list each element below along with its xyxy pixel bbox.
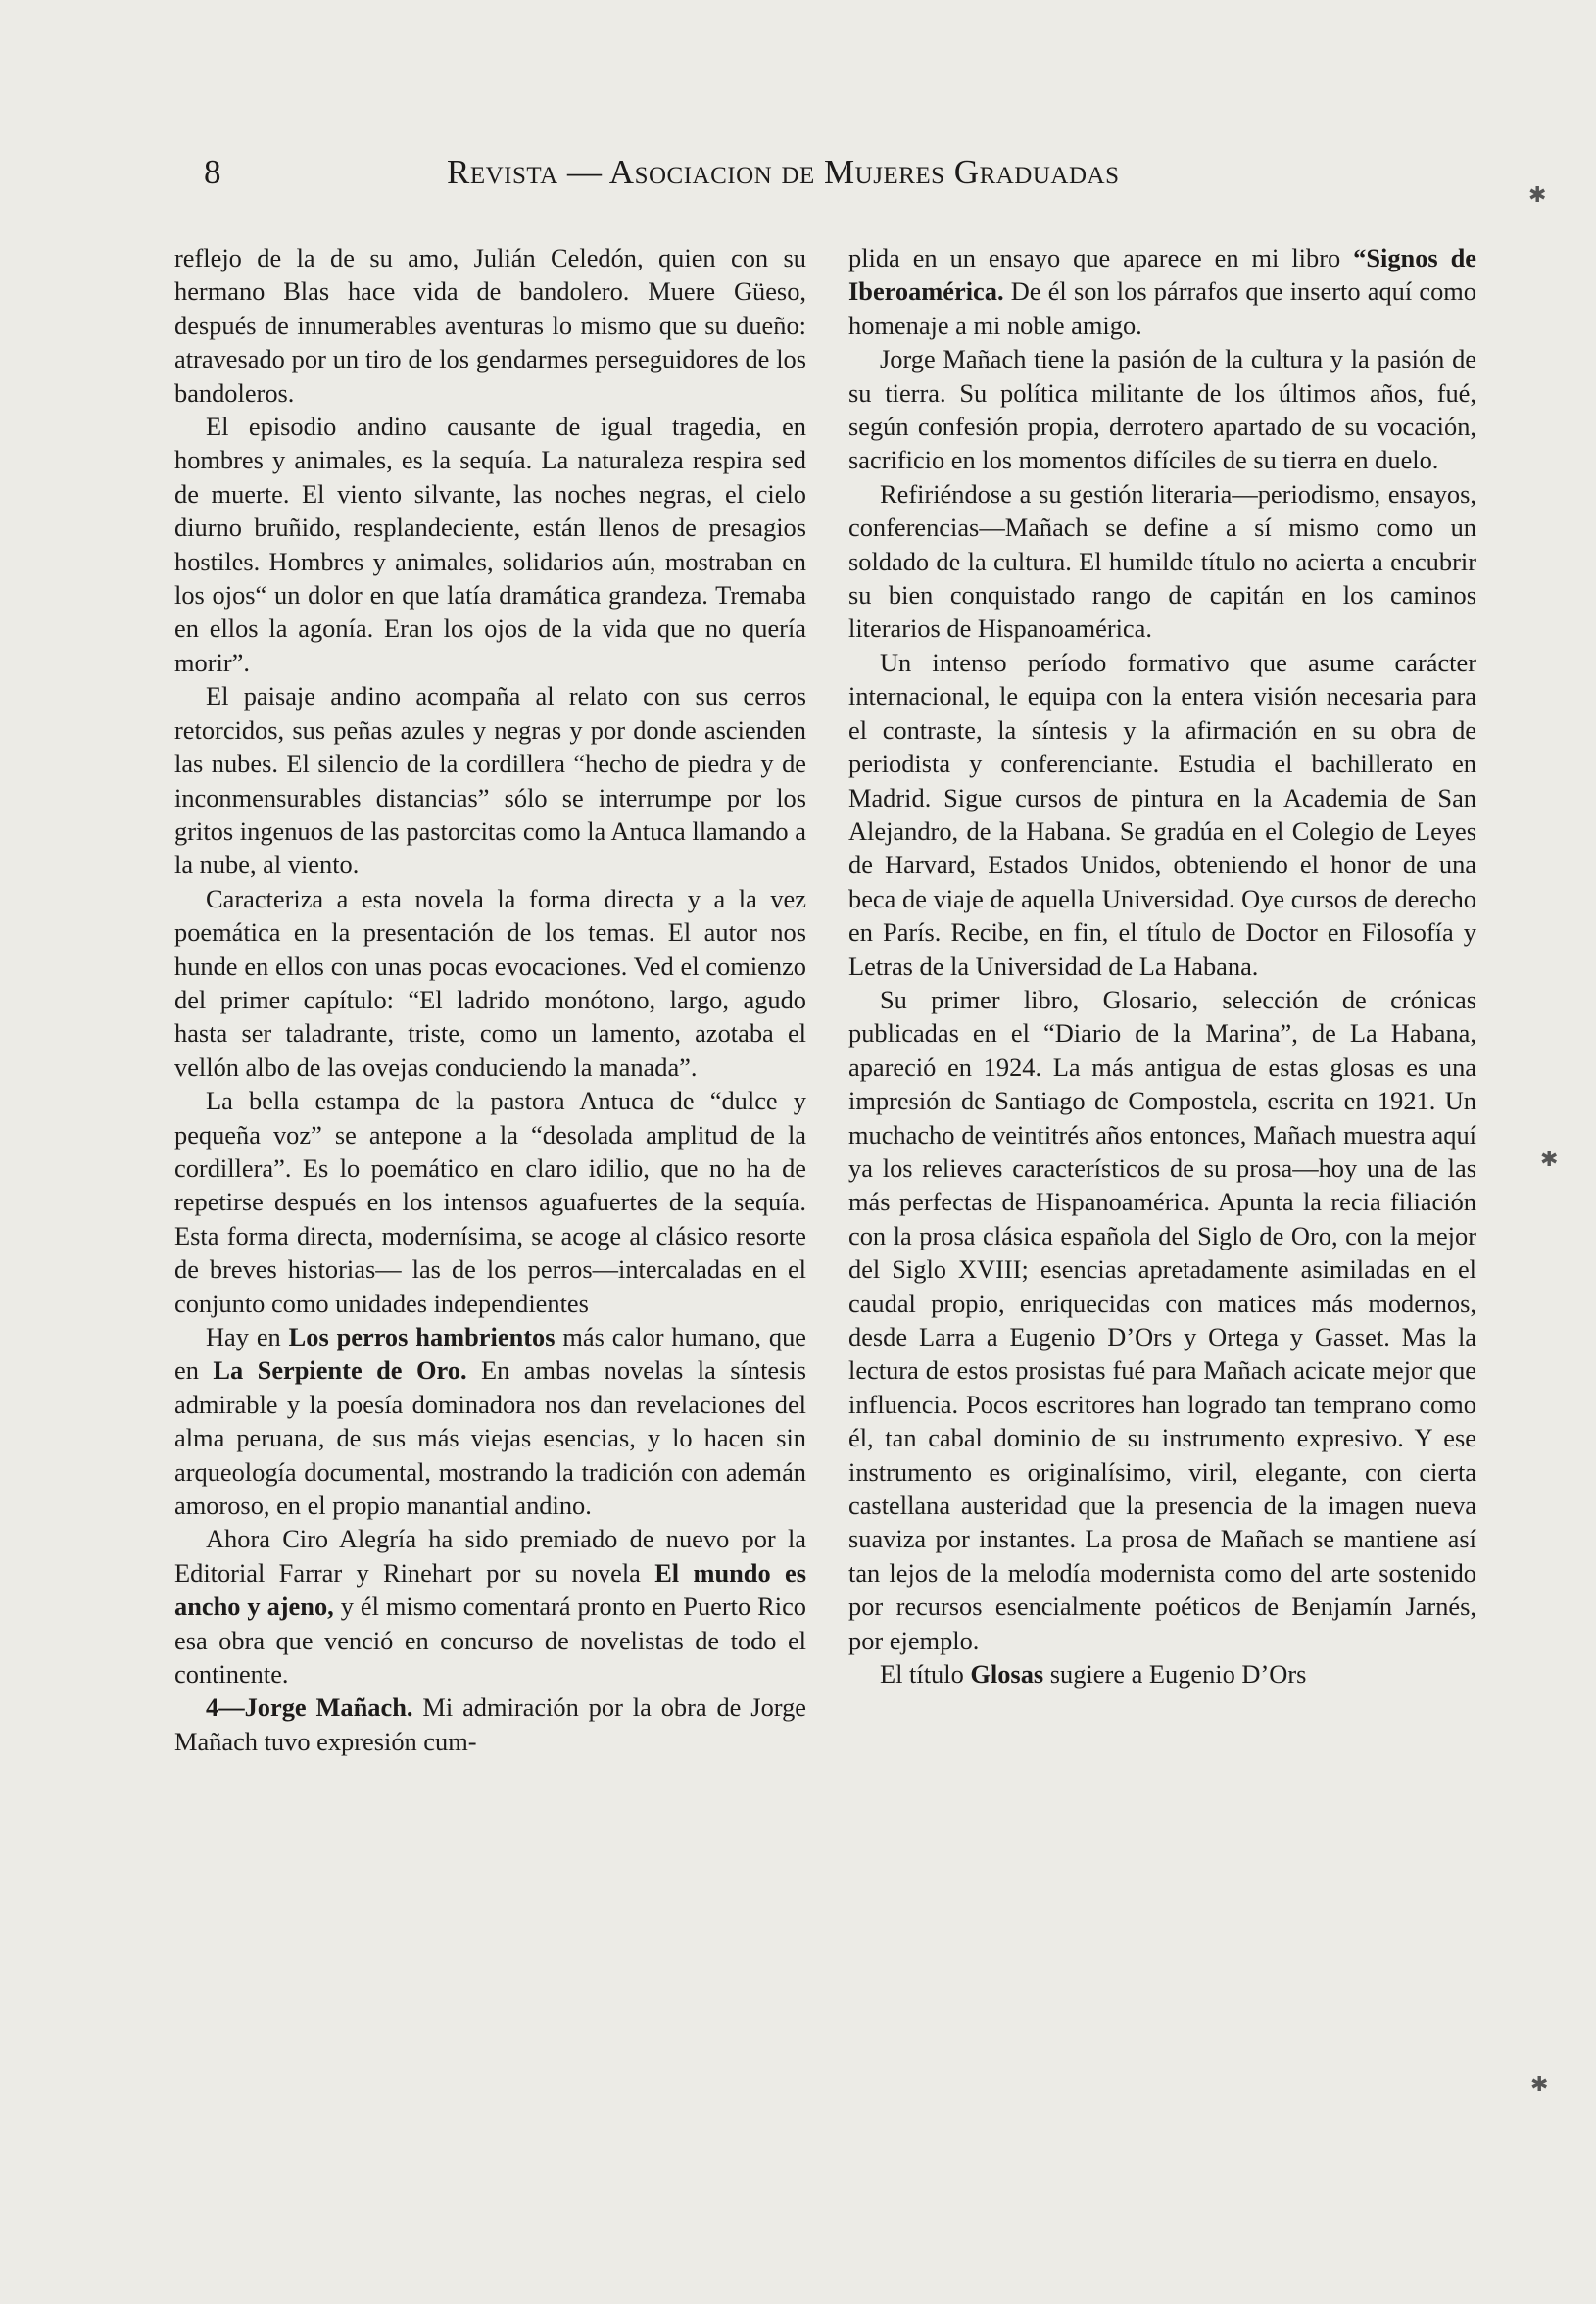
text-run: La bella estampa de la pastora Antuca de “dulce y pequeña voz” se antepone a la “desolada amplitud de la cordillera”. Es lo poemático en claro idilio, que no ha de repetirse después en los intensos aguafuertes de la sequía. Esta forma directa, modernísima, se acoge al clásico resorte de breves historias— las de los perros—intercaladas en el conjunto como unidades independientes xyxy=(174,1086,806,1318)
right-column xyxy=(848,241,1476,1691)
text-run: El paisaje andino acompaña al relato con sus cerros retorcidos, sus peñas azules y negras y por donde ascienden las nubes. El silencio de la cordillera “hecho de piedra y de inconmensurables distancias” sólo se interrumpe por los gritos ingenuos de las pastorcitas como la Antuca llamando a la nube, al viento. xyxy=(174,681,806,880)
text-run: sugiere a Eugenio D’Ors xyxy=(1043,1659,1307,1690)
margin-mark-bottom: ✱ xyxy=(1530,2072,1549,2096)
text-run: y él mismo comentará pronto en Puerto Rico esa obra que venció en concurso de novelistas de todo el continente. xyxy=(174,1592,806,1690)
paragraph xyxy=(174,1522,806,1691)
paragraph xyxy=(848,477,1476,646)
paragraph xyxy=(174,1691,806,1758)
paragraph xyxy=(848,241,1476,342)
text-run: plida en un ensayo que aparece en mi libro xyxy=(848,243,1354,272)
paragraph xyxy=(848,342,1476,477)
text-run: Jorge Mañach tiene la pasión de la cultura y la pasión de su tierra. Su política militante de los últimos años, fué, según confesión propia, derrotero apartado de su vocación, sacrificio en los momentos difíciles de su tierra en duelo. xyxy=(848,344,1476,475)
text-run: Mi admiración por la obra de Jorge Mañach tuvo expresión cum- xyxy=(174,1692,806,1756)
bold-title: “Signos de Iberoamérica. xyxy=(848,243,1477,307)
text-run: El título xyxy=(880,1659,971,1690)
paragraph xyxy=(174,410,806,679)
paragraph xyxy=(174,1320,806,1522)
bold-title: Los perros hambrientos xyxy=(288,1322,556,1351)
left-column xyxy=(174,241,806,1758)
text-run: En ambas novelas la síntesis admirable y la poesía dominadora nos dan revelaciones del alma peruana, de sus más viejas esencias, y lo hacen sin arqueología documental, mostrando la tradición con ademán amoroso, en el propio manantial andino. xyxy=(174,1355,806,1521)
text-run: El episodio andino causante de igual tragedia, en hombres y animales, es la sequía. La naturaleza respira sed de muerte. El viento silvante, las noches negras, el cielo diurno bruñido, resplandeciente, están llenos de presagios hostiles. Hombres y animales, solidarios aún, mostraban en los ojos“ un dolor en que latía dramática grandeza. Tremaba en ellos la agonía. Eran los ojos de la vida que no quería morir”. xyxy=(174,412,806,677)
text-run: De él son los párrafos que inserto aquí como homenaje a mi noble amigo. xyxy=(848,276,1476,340)
text-run: reflejo de la de su amo, Julián Celedón, quien con su hermano Blas hace vida de bandolero. Muere Güeso, después de innumerables aventuras lo mismo que su dueño: atravesado por un tiro de los gendarmes perseguidores de los bandoleros. xyxy=(174,243,806,408)
bold-title: La Serpiente de Oro. xyxy=(213,1355,467,1386)
margin-mark-middle: ✱ xyxy=(1540,1147,1559,1171)
text-run: Refiriéndose a su gestión literaria—periodismo, ensayos, conferencias—Mañach se define a sí mismo como un soldado de la cultura. El humilde título no acierta a encubrir su bien conquistado rango de capitán en los caminos literarios de Hispanoamérica. xyxy=(848,478,1476,644)
text-run: Hay en xyxy=(206,1322,289,1351)
bold-title: Glosas xyxy=(970,1659,1044,1690)
text-run: Caracteriza a esta novela la forma directa y a la vez poemática en la presentación de los temas. El autor nos hunde en ellos con unas pocas evocaciones. Ved el comienzo del primer capítulo: “El ladrido monótono, largo, agudo hasta ser taladrante, triste, como un lamento, azotaba el vellón albo de las ovejas conduciendo la manada”. xyxy=(174,883,806,1082)
paragraph xyxy=(848,646,1476,983)
paragraph xyxy=(174,679,806,881)
paragraph xyxy=(848,1657,1476,1691)
text-run: más calor humano, que en xyxy=(174,1322,806,1386)
running-head: Revista — Asociacion de Mujeres Graduadas xyxy=(447,153,1120,191)
bold-title: El mundo es ancho y ajeno, xyxy=(174,1557,806,1622)
page-number: 8 xyxy=(204,153,221,191)
paragraph xyxy=(848,983,1476,1657)
margin-mark-top: ✱ xyxy=(1528,182,1547,207)
text-run: Un intenso período formativo que asume carácter internacional, le equipa con la entera visión necesaria para el contraste, la síntesis y la afirmación en su obra de periodista y conferenciante. Estudia el bachillerato en Madrid. Sigue cursos de pintura en la Academia de San Alejandro, de la Habana. Se gradúa en el Colegio de Leyes de Harvard, Estados Unidos, obteniendo el honor de una beca de viaje de aquella Universidad. Oye cursos de derecho en París. Recibe, en fin, el título de Doctor en Filosofía y Letras de la Universidad de La Habana. xyxy=(848,647,1476,981)
paragraph xyxy=(174,241,806,410)
text-run: Su primer libro, Glosario, selección de crónicas publicadas en el “Diario de la Marina”, de La Habana, apareció en 1924. La más antigua de estas glosas es una impresión de Santiago de Compostela, escrita en 1921. Un muchacho de veintitrés años entonces, Mañach muestra aquí ya los relieves característicos de su prosa—hoy una de las más perfectas de Hispanoamérica. Apunta la recia filiación con la prosa clásica española del Siglo de Oro, con la mejor del Siglo XVIII; esencias apretadamente asimiladas en el caudal propio, enriquecidas con matices más modernos, desde Larra a Eugenio D’Ors y Ortega y Gasset. Mas la lectura de estos prosistas fué para Mañach acicate mejor que influencia. Pocos escritores han logrado tan temprano como él, tan cabal dominio de su instrumento expresivo. Y ese instrumento es originalísimo, viril, elegante, con cierta castellana austeridad que la presencia de la imagen nueva suaviza por instantes. La prosa de Mañach se mantiene así tan lejos de la melodía modernista como del arte sostenido por recursos esencialmente poéticos de Benjamín Jarnés, por ejemplo. xyxy=(848,984,1476,1655)
paragraph xyxy=(174,1084,806,1320)
bold-title: 4—Jorge Mañach. xyxy=(206,1692,413,1723)
text-run: Ahora Ciro Alegría ha sido premiado de nuevo por la Editorial Farrar y Rinehart por su novela xyxy=(174,1524,806,1588)
paragraph xyxy=(174,882,806,1084)
